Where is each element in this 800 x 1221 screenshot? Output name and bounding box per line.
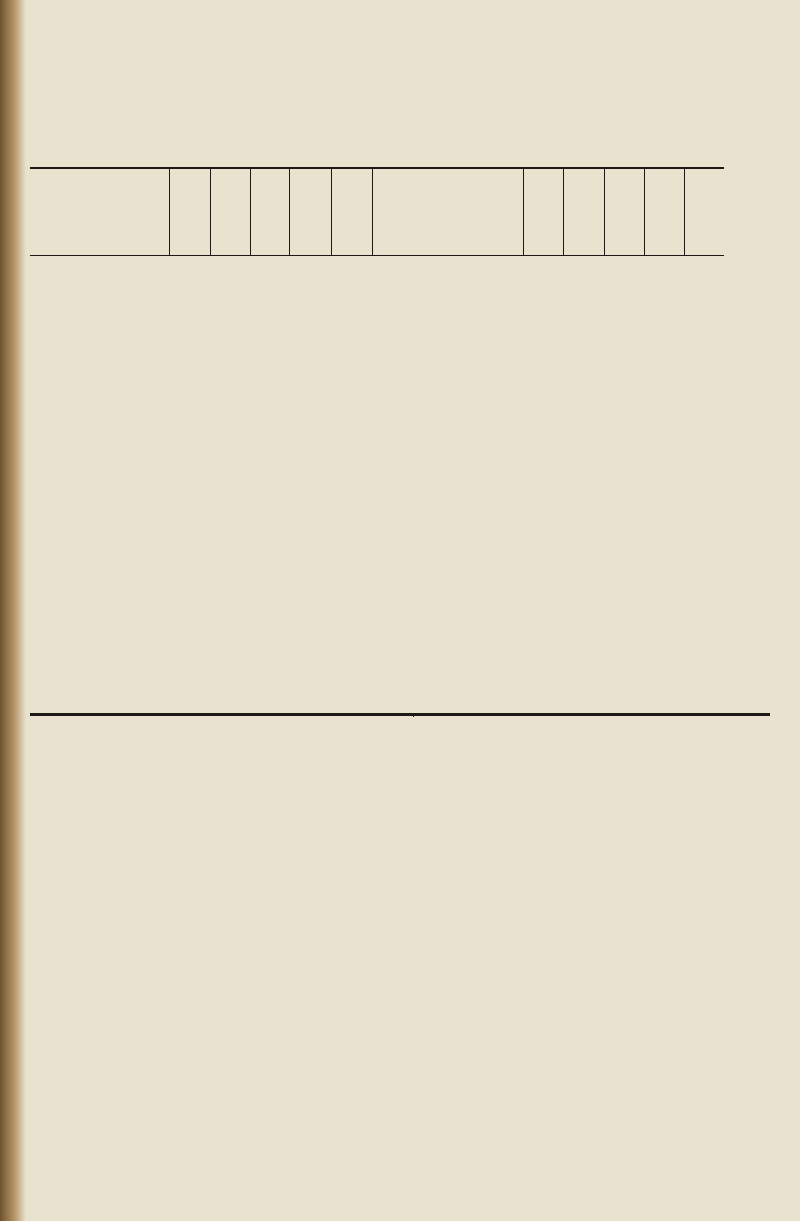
table5 bbox=[30, 167, 372, 256]
t7-name-header-right bbox=[414, 714, 573, 716]
t7-group1-right bbox=[573, 714, 652, 716]
table7 bbox=[30, 713, 770, 716]
t7-name-header-left bbox=[30, 714, 177, 716]
t7-group3-right bbox=[731, 714, 771, 716]
table6 bbox=[372, 167, 724, 256]
t7-group1-left bbox=[177, 714, 256, 716]
t7-group3-left bbox=[335, 714, 414, 716]
t7-group2-right bbox=[652, 714, 731, 716]
table5-place-header bbox=[30, 168, 169, 256]
t7-group2-left bbox=[256, 714, 335, 716]
